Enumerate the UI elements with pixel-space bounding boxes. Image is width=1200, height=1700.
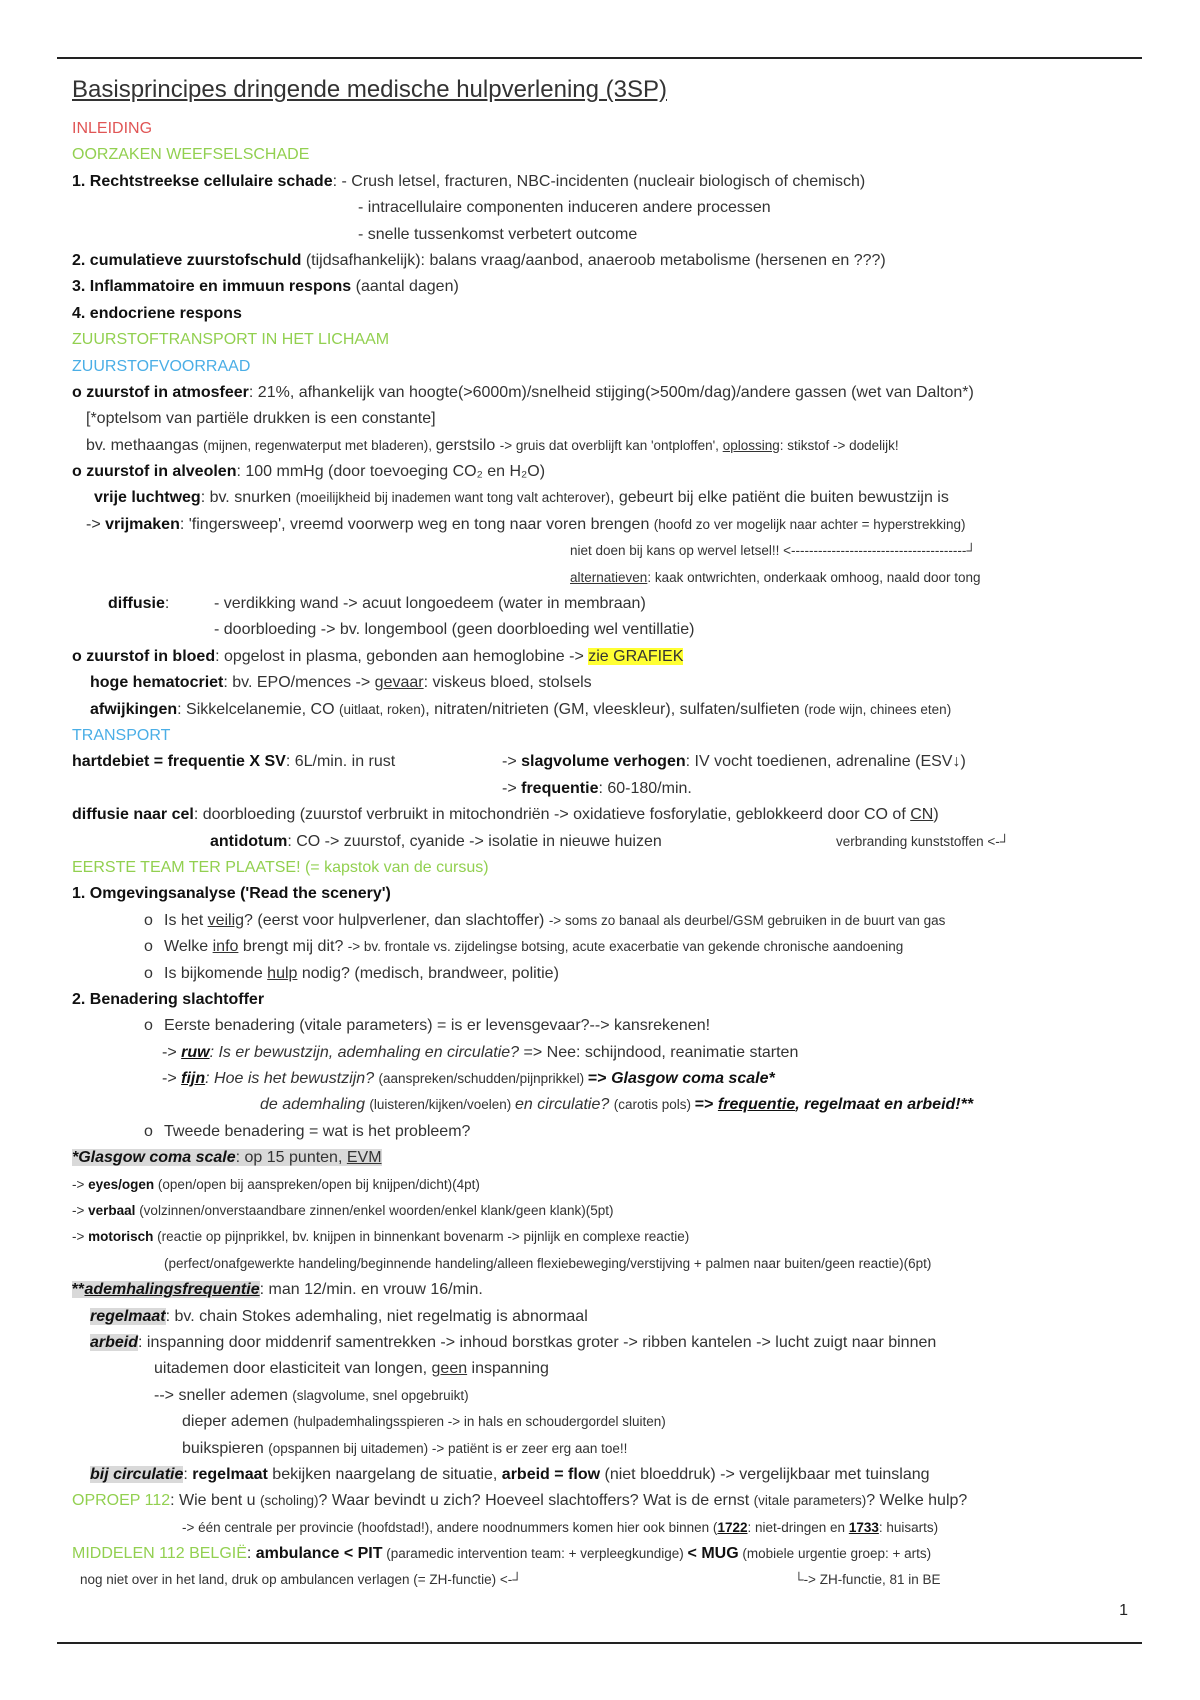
bottom-rule (57, 1642, 1142, 1644)
line: hartdebiet = frequentie X SV: 6L/min. in rust -> slagvolume verhogen: IV vocht toedienen, adrenaline (ESV↓) (72, 753, 966, 771)
heading-inleiding: INLEIDING (72, 120, 153, 137)
line: -> vrijmaken: 'fingersweep', vreemd voorwerp weg en tong naar voren brengen (hoofd zo ver mogelijk naar achter = hyperstrekking) (86, 515, 966, 533)
heading-transport: TRANSPORT (72, 726, 171, 744)
line: diffusie: - verdikking wand -> acuut longoedeem (water in membraan) (108, 595, 646, 613)
list-item: o Is bijkomende hulp nodig? (medisch, brandweer, politie) (144, 964, 559, 982)
line: -> fijn: Hoe is het bewustzijn? (aanspreken/schudden/pijnprikkel) => Glasgow coma scale* (162, 1070, 775, 1088)
list-item: o Tweede benadering = wat is het probleem? (144, 1122, 471, 1140)
heading-oorzaken: OORZAKEN WEEFSELSCHADE (72, 146, 310, 164)
line: afwijkingen: Sikkelcelanemie, CO (uitlaat, roken), nitraten/nitrieten (GM, vleeskleur), sulfaten/sulfieten (rode wijn, chinees eten) (90, 700, 952, 718)
highlight: zie GRAFIEK (588, 647, 684, 665)
line: - doorbloeding -> bv. longembool (geen doorbloeding wel ventillatie) (214, 621, 695, 639)
list-item: o Welke info brengt mij dit? -> bv. frontale vs. zijdelingse botsing, acute exacerbatie van gekende chronische aandoening (144, 938, 904, 956)
line: o zuurstof in alveolen: 100 mmHg (door toevoeging CO₂ en H₂O) (72, 463, 546, 481)
line: niet doen bij kans op wervel letsel!! <---------------------------------------┘ (570, 543, 976, 559)
line: [*optelsom van partiële drukken is een constante] (86, 410, 436, 428)
list-item: o Eerste benadering (vitale parameters) = is er levensgevaar?--> kansrekenen! (144, 1017, 711, 1035)
line: uitademen door elasticiteit van longen, geen inspanning (154, 1360, 549, 1378)
line: 2. Benadering slachtoffer (72, 990, 265, 1008)
line: (perfect/onafgewerkte handeling/beginnende handeling/alleen flexiebeweging/verstijving + palmen naar buiten/geen reactie)(6pt) (164, 1255, 932, 1271)
line: vrije luchtweg: bv. snurken (moeilijkheid bij inademen want tong valt achterover), gebeurt bij elke patiënt die buiten bewustzijn is (94, 489, 949, 507)
line: -> één centrale per provincie (hoofdstad!), andere noodnummers komen hier ook binnen (1722: niet-dringen en 1733: huisarts) (182, 1519, 939, 1535)
document-title: Basisprincipes dringende medische hulpverlening (3SP) (72, 76, 667, 103)
list-item: o Is het veilig? (eerst voor hulpverlener, dan slachtoffer) -> soms zo banaal als deurbel/GSM gebruiken in de buurt van gas (144, 911, 946, 929)
line: -> ruw: Is er bewustzijn, ademhaling en circulatie? => Nee: schijndood, reanimatie starten (162, 1043, 799, 1061)
line: arbeid: inspanning door middenrif samentrekken -> inhoud borstkas groter -> ribben kantelen -> lucht zuigt naar binnen (90, 1333, 937, 1351)
line: buikspieren (opspannen bij uitademen) -> patiënt is er zeer erg aan toe!! (182, 1439, 628, 1457)
line: regelmaat: bv. chain Stokes ademhaling, niet regelmatig is abnormaal (90, 1307, 588, 1325)
line: *Glasgow coma scale: op 15 punten, EVM (72, 1149, 382, 1167)
line: -> verbaal (volzinnen/onverstaandbare zinnen/enkel woorden/enkel klank/geen klank)(5pt) (72, 1203, 614, 1219)
line: o zuurstof in atmosfeer: 21%, afhankelijk van hoogte(>6000m)/snelheid stijging(>500m/dag)/andere gassen (wet van Dalton*) (72, 383, 974, 401)
line: 1. Omgevingsanalyse ('Read the scenery') (72, 885, 391, 903)
line: dieper ademen (hulpademhalingsspieren -> in hals en schoudergordel sluiten) (182, 1413, 666, 1431)
line: 3. Inflammatoire en immuun respons (aantal dagen) (72, 278, 459, 296)
page-number: 1 (1119, 1602, 1128, 1619)
line: hoge hematocriet: bv. EPO/mences -> gevaar: viskeus bloed, stolsels (90, 674, 592, 692)
line: 4. endocriene respons (72, 304, 242, 322)
top-rule (57, 57, 1142, 59)
line: -> eyes/ogen (open/open bij aanspreken/open bij knijpen/dicht)(4pt) (72, 1176, 480, 1192)
line: -> frequentie: 60-180/min. (502, 779, 692, 797)
line: alternatieven: kaak ontwrichten, onderkaak omhoog, naald door tong (570, 569, 981, 585)
line: - intracellulaire componenten induceren andere processen (358, 199, 771, 217)
line: diffusie naar cel: doorbloeding (zuurstof verbruikt in mitochondriën -> oxidatieve fosforylatie, geblokkeerd door CO of CN) (72, 806, 939, 824)
document-page (72, 74, 1132, 1594)
line: - snelle tussenkomst verbetert outcome (358, 225, 638, 243)
heading-zuurstoftransport: ZUURSTOFTRANSPORT IN HET LICHAAM (72, 331, 390, 349)
heading-eerste-team: EERSTE TEAM TER PLAATSE! (= kapstok van de cursus) (72, 858, 489, 876)
line: OPROEP 112: Wie bent u (scholing)? Waar bevindt u zich? Hoeveel slachtoffers? Wat is de ernst (vitale parameters)? Welke hulp? (72, 1492, 968, 1510)
line: nog niet over in het land, druk op ambulancen verlagen (= ZH-functie) <-┘ └-> ZH-functie, 81 in BE (80, 1572, 941, 1588)
heading-zuurstofvoorraad: ZUURSTOFVOORRAAD (72, 357, 251, 375)
line: bv. methaangas (mijnen, regenwaterput met bladeren), gerstsilo -> gruis dat overblijft kan 'ontploffen', oplossing: stikstof -> dodelijk! (86, 436, 899, 454)
line: de ademhaling (luisteren/kijken/voelen) en circulatie? (carotis pols) => frequentie, regelmaat en arbeid!** (260, 1096, 974, 1114)
line: 2. cumulatieve zuurstofschuld (tijdsafhankelijk): balans vraag/aanbod, anaeroob metabolisme (hersenen en ???) (72, 251, 886, 269)
line: bij circulatie: regelmaat bekijken naargelang de situatie, arbeid = flow (niet bloeddruk) -> vergelijkbaar met tuinslang (90, 1465, 930, 1483)
line: 1. Rechtstreekse cellulaire schade: - Crush letsel, fracturen, NBC-incidenten (nucleair biologisch of chemisch) (72, 172, 866, 190)
line: -> motorisch (reactie op pijnprikkel, bv. knijpen in binnenkant bovenarm -> pijnlijk en complexe reactie) (72, 1229, 690, 1245)
line: --> sneller ademen (slagvolume, snel opgebruikt) (154, 1386, 469, 1404)
line: MIDDELEN 112 BELGIË: ambulance < PIT (paramedic intervention team: + verpleegkundige) < MUG (mobiele urgentie groep: + arts) (72, 1545, 932, 1563)
line: **ademhalingsfrequentie: man 12/min. en vrouw 16/min. (72, 1281, 483, 1299)
line: o zuurstof in bloed: opgelost in plasma, gebonden aan hemoglobine -> zie GRAFIEK (72, 647, 684, 665)
line: antidotum: CO -> zuurstof, cyanide -> isolatie in nieuwe huizen verbranding kunststoffen <-┘ (210, 832, 1010, 850)
